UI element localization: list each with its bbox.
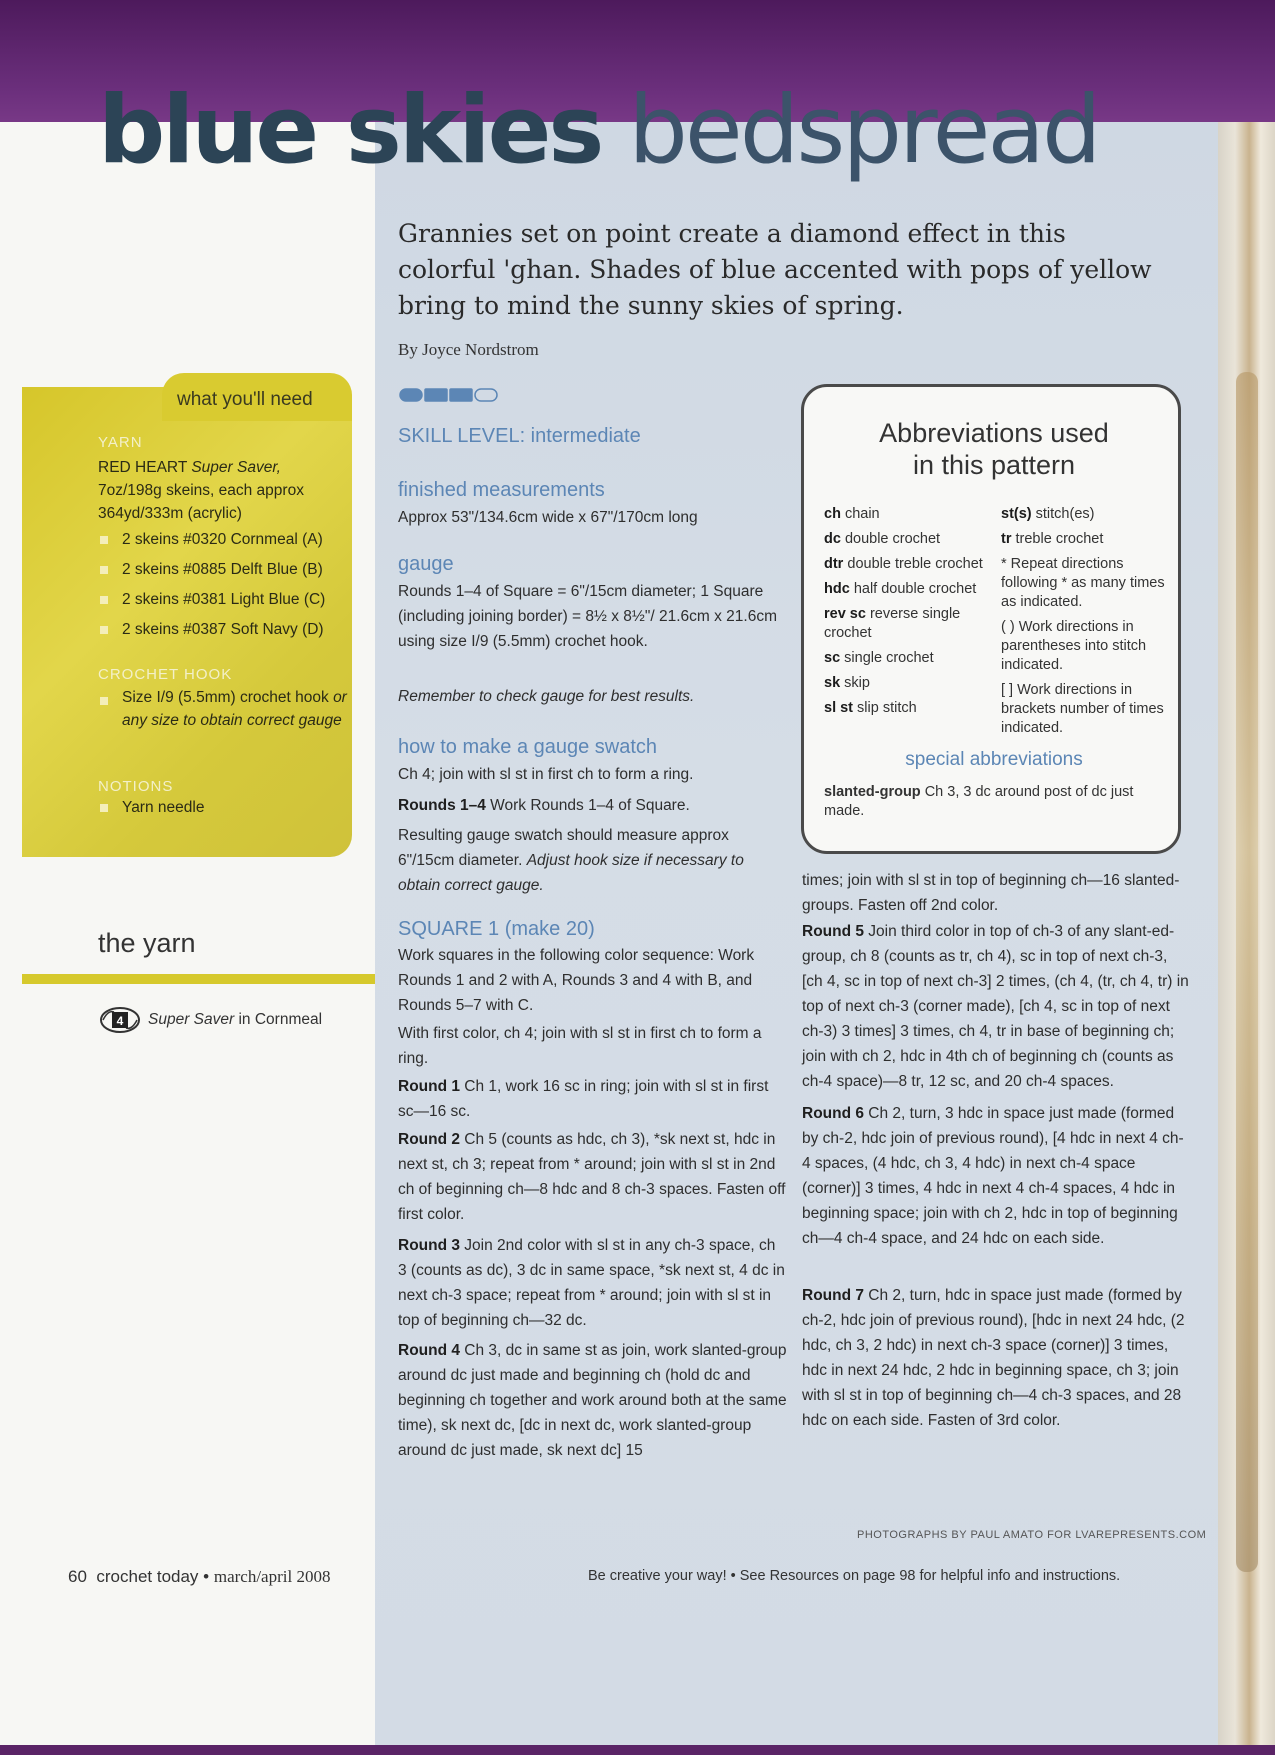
skill-segment-filled — [425, 389, 447, 401]
round-1 — [398, 1074, 788, 1124]
list-item — [1001, 618, 1166, 675]
swatch-result-text: Resulting gauge swatch should measure approx 6"/15cm diameter. — [398, 827, 729, 869]
abbr-term: ch — [824, 506, 841, 522]
list-item — [824, 580, 999, 599]
hook-text: Size I/9 (5.5mm) crochet hook — [122, 689, 329, 706]
swatch-rounds-label: Rounds 1–4 — [398, 797, 486, 814]
abbreviations-left-list — [824, 505, 999, 724]
hook-label: CROCHET HOOK — [98, 666, 233, 683]
swatch-step: Ch 4; join with sl st in first ch to form a ring. — [398, 766, 694, 783]
yarn-weight-item — [100, 1006, 322, 1034]
list-item — [1001, 681, 1166, 738]
round-label: Round 5 — [802, 923, 864, 940]
list-item: 2 skeins #0885 Delft Blue (B) — [98, 555, 358, 585]
skill-segment-empty — [475, 389, 497, 401]
swatch-rounds — [398, 793, 788, 818]
list-item — [824, 649, 999, 668]
notions-label: NOTIONS — [98, 778, 174, 795]
folio — [68, 1567, 330, 1587]
skill-level-label: SKILL LEVEL: intermediate — [398, 425, 641, 447]
round-label: Round 4 — [398, 1342, 460, 1359]
list-item — [1001, 505, 1166, 524]
abbr-def: reverse single crochet — [824, 606, 961, 641]
skill-segment-filled — [400, 389, 422, 401]
skill-segment-filled — [450, 389, 472, 401]
round-label: Round 7 — [802, 1287, 864, 1304]
abbr-def: skip — [844, 675, 870, 691]
abbreviations-right-list — [1001, 505, 1166, 744]
abbr-term: dc — [824, 531, 841, 547]
list-item — [1001, 530, 1166, 549]
round-label: Round 3 — [398, 1237, 460, 1254]
hook-note: or any size to obtain correct gauge — [122, 689, 347, 729]
round-7 — [802, 1283, 1192, 1433]
yarn-description — [98, 456, 348, 525]
abbreviations-box — [801, 384, 1181, 854]
round-4 — [398, 1338, 788, 1463]
round-5 — [802, 919, 1192, 1094]
abbr-term: rev sc — [824, 606, 866, 622]
gauge-note: Remember to check gauge for best results. — [398, 688, 695, 705]
round-4-continued: times; join with sl st in top of beginning ch—16 slanted-groups. Fasten off 2nd color. — [802, 872, 1180, 914]
the-yarn-heading: the yarn — [98, 928, 196, 958]
list-item: Yarn needle — [98, 793, 358, 823]
round-label: Round 2 — [398, 1131, 460, 1148]
yarn-weight-icon — [100, 1006, 140, 1034]
yellow-rule — [22, 974, 375, 984]
abbr-term: sk — [824, 675, 841, 691]
abbr-term: sl st — [824, 700, 854, 716]
abbr-def: treble crochet — [1015, 531, 1104, 547]
round-text: Ch 3, dc in same st as join, work slanted-group around dc just made and beginning ch (hold dc and beginning ch together and work around both at the same time), sk next dc, [dc in next dc, work slanted-group around dc just made, sk next dc] 15 — [398, 1342, 787, 1459]
abbr-term: tr — [1001, 531, 1012, 547]
yarn-list — [98, 525, 358, 645]
magazine-name: crochet today — [96, 1567, 199, 1586]
special-abbreviations-heading: special abbreviations — [905, 749, 1083, 770]
abbr-def: [ ] Work directions in brackets number of times indicated. — [1001, 682, 1164, 736]
measurements-heading: finished measurements — [398, 479, 605, 501]
abbr-def: single crochet — [844, 650, 934, 666]
abbreviations-title-line: in this pattern — [912, 450, 1076, 480]
yarn-brand: RED HEART — [98, 459, 188, 476]
abbr-def: double treble crochet — [847, 556, 983, 572]
square-start: With first color, ch 4; join with sl st in first ch to form a ring. — [398, 1025, 762, 1067]
folio-bullet-icon: • — [203, 1567, 210, 1586]
abbr-def: double crochet — [844, 531, 941, 547]
yarn-weight-number: 4 — [116, 1014, 124, 1028]
measurements-text: Approx 53"/134.6cm wide x 67"/170cm long — [398, 509, 698, 526]
photo-credit: PHOTOGRAPHS BY PAUL AMATO FOR LVAREPRESENTS.COM — [857, 1529, 1207, 1541]
special-abbreviation — [824, 783, 1164, 821]
title-light: bedspread — [628, 76, 1099, 185]
gauge-text: Rounds 1–4 of Square = 6"/15cm diameter; 1 Square (including joining border) = 8½ x 8½"/ 21.6cm x 21.6cm using size I/9 (5.5mm) crochet hook. — [398, 583, 777, 650]
round-text: Ch 5 (counts as hdc, ch 3), *sk next st, hdc in next st, ch 3; repeat from * around; join with sl st in 2nd ch of beginning ch—8 hdc and 8 ch-3 spaces. Fasten off first color. — [398, 1131, 786, 1223]
abbr-def: ( ) Work directions in parentheses into stitch indicated. — [1001, 619, 1147, 673]
swatch-result-note: Adjust hook size if necessary to obtain correct gauge. — [398, 852, 744, 894]
list-item — [824, 505, 999, 524]
footer-tagline: Be creative your way! • See Resources on page 98 for helpful info and instructions. — [588, 1568, 1121, 1584]
list-item: 2 skeins #0381 Light Blue (C) — [98, 585, 358, 615]
list-item — [824, 555, 999, 574]
abbr-def: stitch(es) — [1035, 506, 1095, 522]
list-item — [824, 699, 999, 718]
round-text: Ch 2, turn, 3 hdc in space just made (formed by ch-2, hdc join of previous round), [4 hdc in next 4 ch-4 spaces, (4 hdc, ch 3, 4 hdc) in next ch-4 space (corner)] 3 times, 4 hdc in next 4 ch-4 spaces, 4 hdc in beginning space; join with ch 2, hdc in top of beginning ch—4 ch-4 space, and 24 hdc on each side. — [802, 1105, 1184, 1247]
yarn-spec: 7oz/198g skeins, each approx 364yd/333m (acrylic) — [98, 482, 304, 522]
notions-list — [98, 793, 358, 823]
page-title — [98, 76, 1098, 186]
round-text: Ch 2, turn, hdc in space just made (formed by ch-2, hdc join of previous round), [hdc in next 24 hdc, (2 hdc, ch 3, 2 hdc) in next ch-3 space (corner)] 3 times, hdc in next 24 hdc, 2 hdc in beginning space, ch 3; join with sl st in top of beginning ch—4 ch-3 spaces, and 28 hdc on each side. Fasten of 3rd color. — [802, 1287, 1185, 1429]
swatch-heading: how to make a gauge swatch — [398, 736, 658, 758]
round-6 — [802, 1101, 1192, 1251]
abbr-def: Ch 3, 3 dc around post of dc just made. — [824, 784, 1134, 819]
list-item: 2 skeins #0320 Cornmeal (A) — [98, 525, 358, 555]
abbr-def: chain — [844, 506, 880, 522]
round-3 — [398, 1233, 788, 1333]
abbr-def: half double crochet — [853, 581, 977, 597]
swatch-rounds-text: Work Rounds 1–4 of Square. — [485, 797, 690, 814]
abbreviations-title — [804, 417, 1184, 481]
round-label: Round 1 — [398, 1078, 460, 1095]
round-label: Round 6 — [802, 1105, 864, 1122]
intro-text: Grannies set on point create a diamond effect in this colorful 'ghan. Shades of blue accented with pops of yellow bring to mind the sunny skies of spring. — [398, 219, 1152, 320]
abbr-term: dtr — [824, 556, 844, 572]
ribbon-photo — [1236, 372, 1258, 1572]
abbr-term: st(s) — [1001, 506, 1032, 522]
square-heading: SQUARE 1 (make 20) — [398, 918, 595, 940]
page-number: 60 — [68, 1567, 87, 1586]
title-bold: blue skies — [98, 76, 602, 185]
round-text: Join third color in top of ch-3 of any slant-ed-group, ch 8 (counts as tr, ch 4), sc in top of next ch-3, [ch 4, sc in top of next ch-3] 2 times, (ch 4, (tr, ch 4, tr) in top of next ch-3 (corner made), [ch 4, sc in top of next ch-3) 3 times] 3 times, ch 4, tr in base of beginning ch; join with ch 2, hdc in 4th ch of beginning ch (counts as ch-4 space)—8 tr, 12 sc, and 20 ch-4 spaces. — [802, 923, 1189, 1090]
round-text: Join 2nd color with sl st in any ch-3 space, ch 3 (counts as dc), 3 dc in same space, *sk next st, 4 dc in next ch-3 space; repeat from * around; join with sl st in top of beginning ch—32 dc. — [398, 1237, 785, 1329]
list-item — [824, 674, 999, 693]
byline: By Joyce Nordstrom — [398, 340, 539, 359]
square-sequence: Work squares in the following color sequence: Work Rounds 1 and 2 with A, Rounds 3 and 4 with B, and Rounds 5–7 with C. — [398, 947, 755, 1014]
skill-level-indicator — [398, 387, 518, 403]
abbr-term: slanted-group — [824, 784, 921, 800]
abbr-def: slip stitch — [857, 700, 917, 716]
abbr-term: hdc — [824, 581, 850, 597]
abbreviations-title-line: Abbreviations used — [879, 418, 1109, 448]
swatch-result — [398, 823, 788, 898]
yarn-italic: Super Saver — [148, 1011, 235, 1028]
gauge-heading: gauge — [398, 553, 454, 575]
photo-edge-strip — [1218, 122, 1275, 1755]
yarn-label: YARN — [98, 434, 143, 451]
list-item: 2 skeins #0387 Soft Navy (D) — [98, 615, 358, 645]
round-2 — [398, 1127, 788, 1227]
list-item — [1001, 555, 1166, 612]
list-item — [824, 605, 999, 643]
hook-list — [98, 686, 358, 732]
yarn-color: in Cornmeal — [234, 1011, 323, 1028]
purple-frame-bottom — [0, 1745, 1275, 1755]
materials-card — [22, 387, 352, 857]
materials-title: what you'll need — [177, 389, 313, 410]
issue-date: march/april 2008 — [213, 1567, 331, 1586]
abbr-term: sc — [824, 650, 841, 666]
yarn-name: Super Saver, — [191, 459, 281, 476]
list-item — [824, 530, 999, 549]
round-text: Ch 1, work 16 sc in ring; join with sl st in first sc—16 sc. — [398, 1078, 769, 1120]
abbr-def: * Repeat directions following * as many times as indicated. — [1001, 556, 1165, 610]
list-item — [98, 686, 358, 732]
